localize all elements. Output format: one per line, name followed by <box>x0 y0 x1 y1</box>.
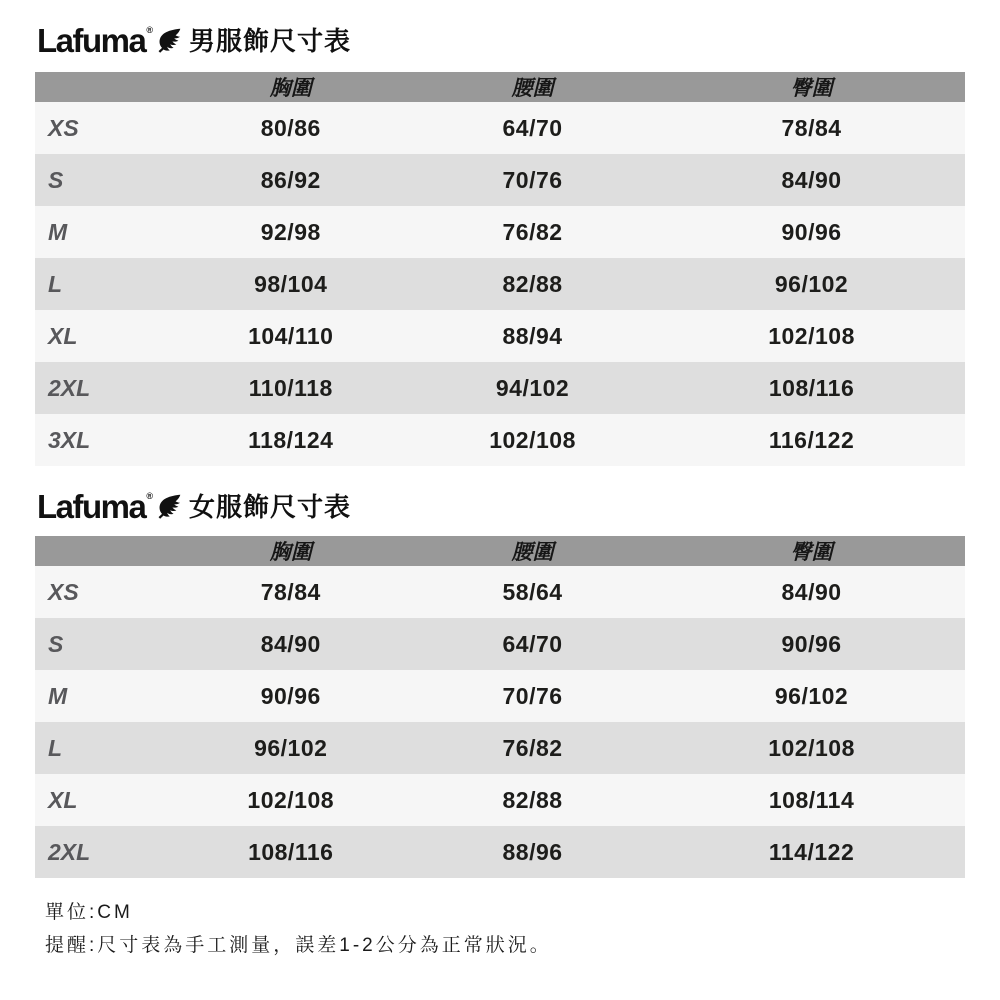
size-label: M <box>48 682 68 709</box>
table-row <box>35 258 965 310</box>
table-row <box>35 414 965 466</box>
waist-value: 64/70 <box>502 114 563 141</box>
unit-note: 單位:CM <box>45 902 133 923</box>
chest-column-header: 胸圍 <box>269 541 312 564</box>
table-row <box>35 774 965 826</box>
waist-value: 64/70 <box>502 630 563 657</box>
waist-value: 82/88 <box>502 270 563 297</box>
chest-value: 84/90 <box>260 630 321 657</box>
size-label: L <box>48 270 63 297</box>
leaf-icon <box>155 27 182 54</box>
waist-value: 88/96 <box>502 838 563 865</box>
size-label: S <box>48 630 64 657</box>
table-row <box>35 722 965 774</box>
table-row <box>35 154 965 206</box>
leaf-icon <box>155 493 182 520</box>
size-column-header <box>35 72 175 102</box>
table-row <box>35 618 965 670</box>
size-label: XL <box>48 786 78 813</box>
chest-value: 108/116 <box>248 838 334 865</box>
hip-value: 102/108 <box>768 322 855 349</box>
womens-section-title <box>37 490 965 523</box>
hip-value: 96/102 <box>774 270 849 297</box>
chest-value: 86/92 <box>260 166 321 193</box>
brand-logo: Lafuma <box>37 488 146 525</box>
chest-value: 102/108 <box>247 786 335 813</box>
hip-value: 78/84 <box>781 114 842 141</box>
hip-value: 102/108 <box>768 734 855 761</box>
womens-size-table <box>35 536 965 878</box>
size-label: S <box>48 166 64 193</box>
size-label: XL <box>48 322 78 349</box>
table-row <box>35 102 965 154</box>
size-label: 3XL <box>48 426 91 453</box>
waist-value: 94/102 <box>495 374 570 401</box>
size-label: M <box>48 218 68 245</box>
hip-column-header: 臀圍 <box>790 541 833 564</box>
waist-value: 82/88 <box>502 786 563 813</box>
chest-value: 110/118 <box>248 374 333 401</box>
waist-value: 88/94 <box>502 322 563 349</box>
waist-column-header: 腰圍 <box>511 541 554 564</box>
waist-value: 58/64 <box>502 578 563 605</box>
footer-notes <box>35 896 965 962</box>
chest-column-header: 胸圍 <box>269 77 312 100</box>
hip-value: 90/96 <box>781 218 842 245</box>
waist-value: 76/82 <box>502 734 563 761</box>
size-label: L <box>48 734 63 761</box>
table-row <box>35 826 965 878</box>
chest-value: 104/110 <box>248 322 334 349</box>
chest-value: 118/124 <box>248 426 334 453</box>
size-column-header <box>35 536 175 566</box>
chest-value: 90/96 <box>260 682 321 709</box>
hip-value: 116/122 <box>768 426 855 453</box>
womens-header-row <box>35 536 965 566</box>
chest-value: 80/86 <box>260 114 321 141</box>
chest-value: 78/84 <box>260 578 321 605</box>
waist-value: 76/82 <box>502 218 563 245</box>
hip-value: 84/90 <box>781 166 842 193</box>
mens-size-table <box>35 72 965 466</box>
waist-value: 70/76 <box>502 166 563 193</box>
hip-value: 84/90 <box>781 578 842 605</box>
hip-value: 96/102 <box>774 682 849 709</box>
chest-value: 98/104 <box>254 270 328 297</box>
womens-title-text: 女服飾尺寸表 <box>189 491 352 522</box>
mens-section-title <box>37 24 965 57</box>
waist-value: 102/108 <box>489 426 576 453</box>
size-label: XS <box>48 114 79 141</box>
table-row <box>35 310 965 362</box>
hip-value: 114/122 <box>768 838 855 865</box>
waist-value: 70/76 <box>502 682 563 709</box>
brand-logo: Lafuma <box>37 22 146 59</box>
mens-header-row <box>35 72 965 102</box>
hip-column-header: 臀圍 <box>790 77 833 100</box>
table-row <box>35 566 965 618</box>
hip-value: 108/114 <box>768 786 855 813</box>
size-label: XS <box>48 578 79 605</box>
table-row <box>35 670 965 722</box>
trademark-mark: ® <box>146 491 153 501</box>
mens-title-text: 男服飾尺寸表 <box>189 25 352 56</box>
measurement-note: 提醒:尺寸表為手工測量，誤差1-2公分為正常狀況。 <box>45 935 552 956</box>
chest-value: 96/102 <box>254 734 328 761</box>
waist-column-header: 腰圍 <box>511 77 554 100</box>
size-label: 2XL <box>48 374 91 401</box>
chest-value: 92/98 <box>260 218 321 245</box>
hip-value: 90/96 <box>781 630 842 657</box>
hip-value: 108/116 <box>768 374 855 401</box>
table-row <box>35 206 965 258</box>
size-label: 2XL <box>48 838 91 865</box>
trademark-mark: ® <box>146 25 153 35</box>
table-row <box>35 362 965 414</box>
